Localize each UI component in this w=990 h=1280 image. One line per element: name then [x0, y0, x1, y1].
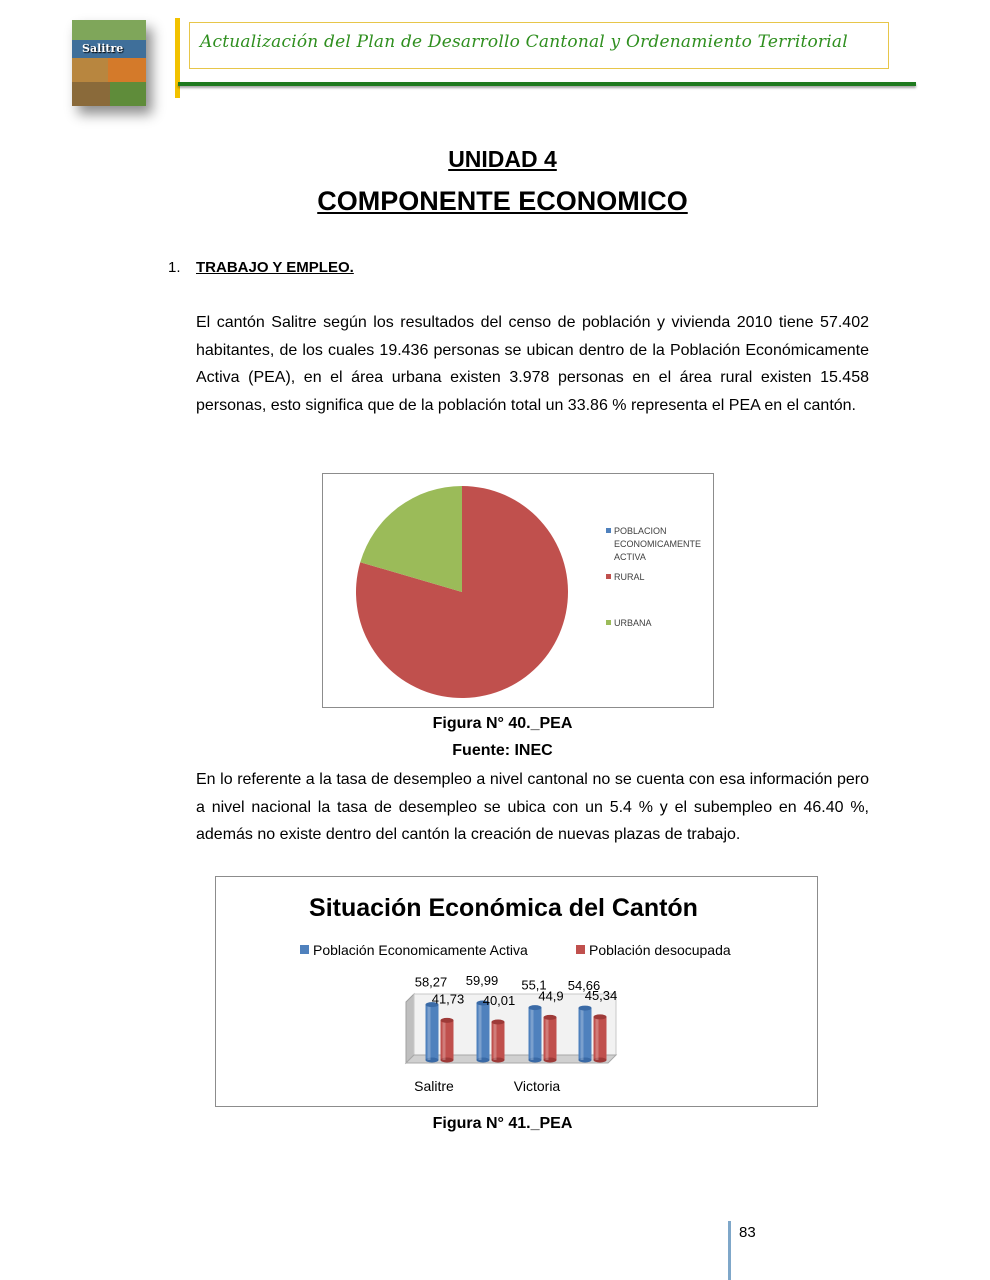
bar-legend-label-1: Población desocupada: [589, 942, 731, 958]
pie-legend-swatch-0: [606, 528, 611, 533]
bar-chart-frame: [215, 876, 818, 1107]
bar-desocupada-1: [492, 1019, 505, 1062]
pie-legend-label-1: RURAL: [614, 572, 645, 582]
bar-label-pea-0: 58,27: [414, 974, 448, 990]
header-rule: [178, 82, 916, 86]
bar-label-desocupada-2: 44,9: [538, 988, 564, 1004]
bar-label-desocupada-3: 45,34: [584, 987, 618, 1003]
pie-legend-label-0: POBLACION ECONOMICAMENTE ACTIVA: [614, 526, 702, 562]
bar-category-label-0: Salitre: [414, 1078, 454, 1094]
bar-side-wall: [406, 994, 414, 1063]
figure40-source: Fuente: INEC: [452, 742, 553, 759]
header-accent-bar: [175, 18, 180, 98]
main-title: COMPONENTE ECONOMICO: [317, 186, 688, 216]
bar-desocupada-3: [594, 1014, 607, 1062]
bar-label-pea-3: 54,66: [567, 978, 601, 994]
bar-pea-0: [426, 1002, 439, 1062]
page-number-rule: [728, 1221, 731, 1280]
header-box: [189, 22, 889, 69]
bar-pea-2: [529, 1005, 542, 1062]
pie-chart: [323, 474, 713, 707]
bar-label-pea-2: 55,1: [521, 977, 547, 993]
bar-pea-3: [579, 1006, 592, 1063]
bar-label-pea-1: 59,99: [465, 973, 499, 989]
bar-desocupada-0: [441, 1018, 454, 1063]
figure41-caption: Figura N° 41._PEA: [432, 1115, 573, 1132]
unit-title: UNIDAD 4: [448, 146, 557, 172]
pie-chart-frame: [322, 473, 714, 708]
bar-legend-swatch-0: [300, 945, 309, 954]
bar-legend-label-0: Población Economicamente Activa: [313, 942, 528, 958]
pie-legend-swatch-1: [606, 574, 611, 579]
section-number: 1.: [168, 259, 181, 276]
paragraph-unemployment: En lo referente a la tasa de desempleo a nivel cantonal no se cuenta con esa información pero a nivel nacional la tasa de desempleo se ubica con un 5.4 % y el subempleo en 46.40 %, además no existe dentro del cantón la creación de nuevas plazas de trabajo.: [196, 771, 869, 843]
salitre-logo: [72, 20, 146, 106]
pie-legend-swatch-2: [606, 620, 611, 625]
paragraph-pea: El cantón Salitre según los resultados del censo de población y vivienda 2010 tiene 57.402 habitantes, de los cuales 19.436 personas se ubican dentro de la Población Económicamente Activa (PEA), en el área urbana existen 3.978 personas en el área rural existen 15.458 personas, esto significa que de la población total un 33.86 % representa el PEA en el cantón.: [196, 314, 869, 414]
bar-category-label-2: Victoria: [513, 1078, 561, 1094]
pie-legend-label-2: URBANA: [614, 618, 652, 628]
bar-label-desocupada-0: 41,73: [431, 991, 465, 1007]
bar-desocupada-2: [544, 1015, 557, 1063]
section-title: TRABAJO Y EMPLEO.: [196, 259, 354, 276]
bar-legend-swatch-1: [576, 945, 585, 954]
bar-pea-1: [477, 1001, 490, 1063]
bar-chart-title: Situación Económica del Cantón: [309, 894, 698, 922]
figure40-caption: Figura N° 40._PEA: [432, 715, 573, 732]
bar-label-desocupada-1: 40,01: [482, 992, 516, 1008]
bar-chart: [216, 877, 817, 1106]
header-title: Actualización del Plan de Desarrollo Cantonal y Ordenamiento Territorial: [200, 32, 848, 52]
logo-text: Salitre: [82, 42, 124, 55]
page-number: 83: [739, 1224, 756, 1241]
